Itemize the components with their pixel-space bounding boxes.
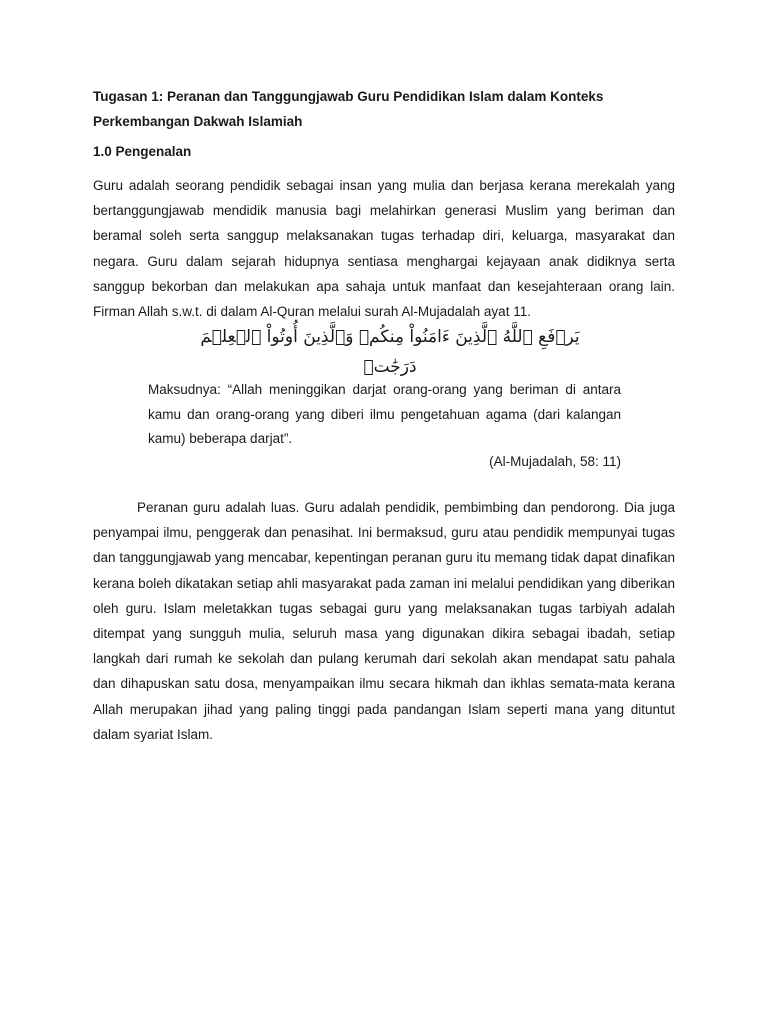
intro-paragraph: Guru adalah seorang pendidik sebagai insan yang mulia dan berjasa kerana merekalah yang bertanggungjawab mendidik manusia bagi melahirkan generasi Muslim yang beriman dan beramal soleh serta sanggup melaksanakan tugas terhadap diri, keluarga, masyarakat dan negara. Guru dalam sejarah hidupnya sentiasa menghargai kejayaan anak didiknya serta sanggup bekorban dan melakukan apa sahaja untuk manfaat dan kesejahteraan orang lain. Firman Allah s.w.t. di dalam Al-Quran melalui surah Al-Mujadalah ayat 11.	[93, 178, 675, 320]
arabic-verse: يَرۡفَعِ ٱللَّهُ ٱلَّذِينَ ءَامَنُواْ مِنكُمۡ وَٱلَّذِينَ أُوتُواْ ٱلۡعِلۡمَ دَرَجَٰتٖ	[200, 327, 580, 377]
section-heading: 1.0 Pengenalan	[93, 144, 192, 159]
verse-citation: (Al-Mujadalah, 58: 11)	[489, 454, 621, 469]
role-paragraph: Peranan guru adalah luas. Guru adalah pendidik, pembimbing dan pendorong. Dia juga penyampai ilmu, penggerak dan penasihat. Ini bermaksud, guru atau pendidik mempunyai tugas dan tanggungjawab yang mencabar, kepentingan peranan guru itu memang tidak dapat dinafikan kerana boleh dikatakan setiap ahli masyarakat pada zaman ini melalui pendidikan yang diberikan oleh guru. Islam meletakkan tugas sebagai guru yang melaksanakan tugas tarbiyah adalah ditempat yang sungguh mulia, seluruh masa yang digunakan dikira sebagai ibadah, setiap langkah dari rumah ke sekolah dan pulang kerumah dari sekolah akan mendapat satu pahala dan dihapuskan satu dosa, menyampaikan ilmu secara hikmah dan ikhlas semata-mata kerana Allah merupakan jihad yang paling tinggi pada pandangan Islam seperti mana yang dituntut dalam syariat Islam.	[93, 500, 675, 742]
document-title: Tugasan 1: Peranan dan Tanggungjawab Guru Pendidikan Islam dalam Konteks Perkembangan Dakwah Islamiah	[93, 89, 604, 129]
verse-translation: Maksudnya: “Allah meninggikan darjat orang-orang yang beriman di antara kamu dan orang-orang yang diberi ilmu pengetahuan agama (dari kalangan kamu) beberapa darjat”.	[148, 382, 621, 446]
